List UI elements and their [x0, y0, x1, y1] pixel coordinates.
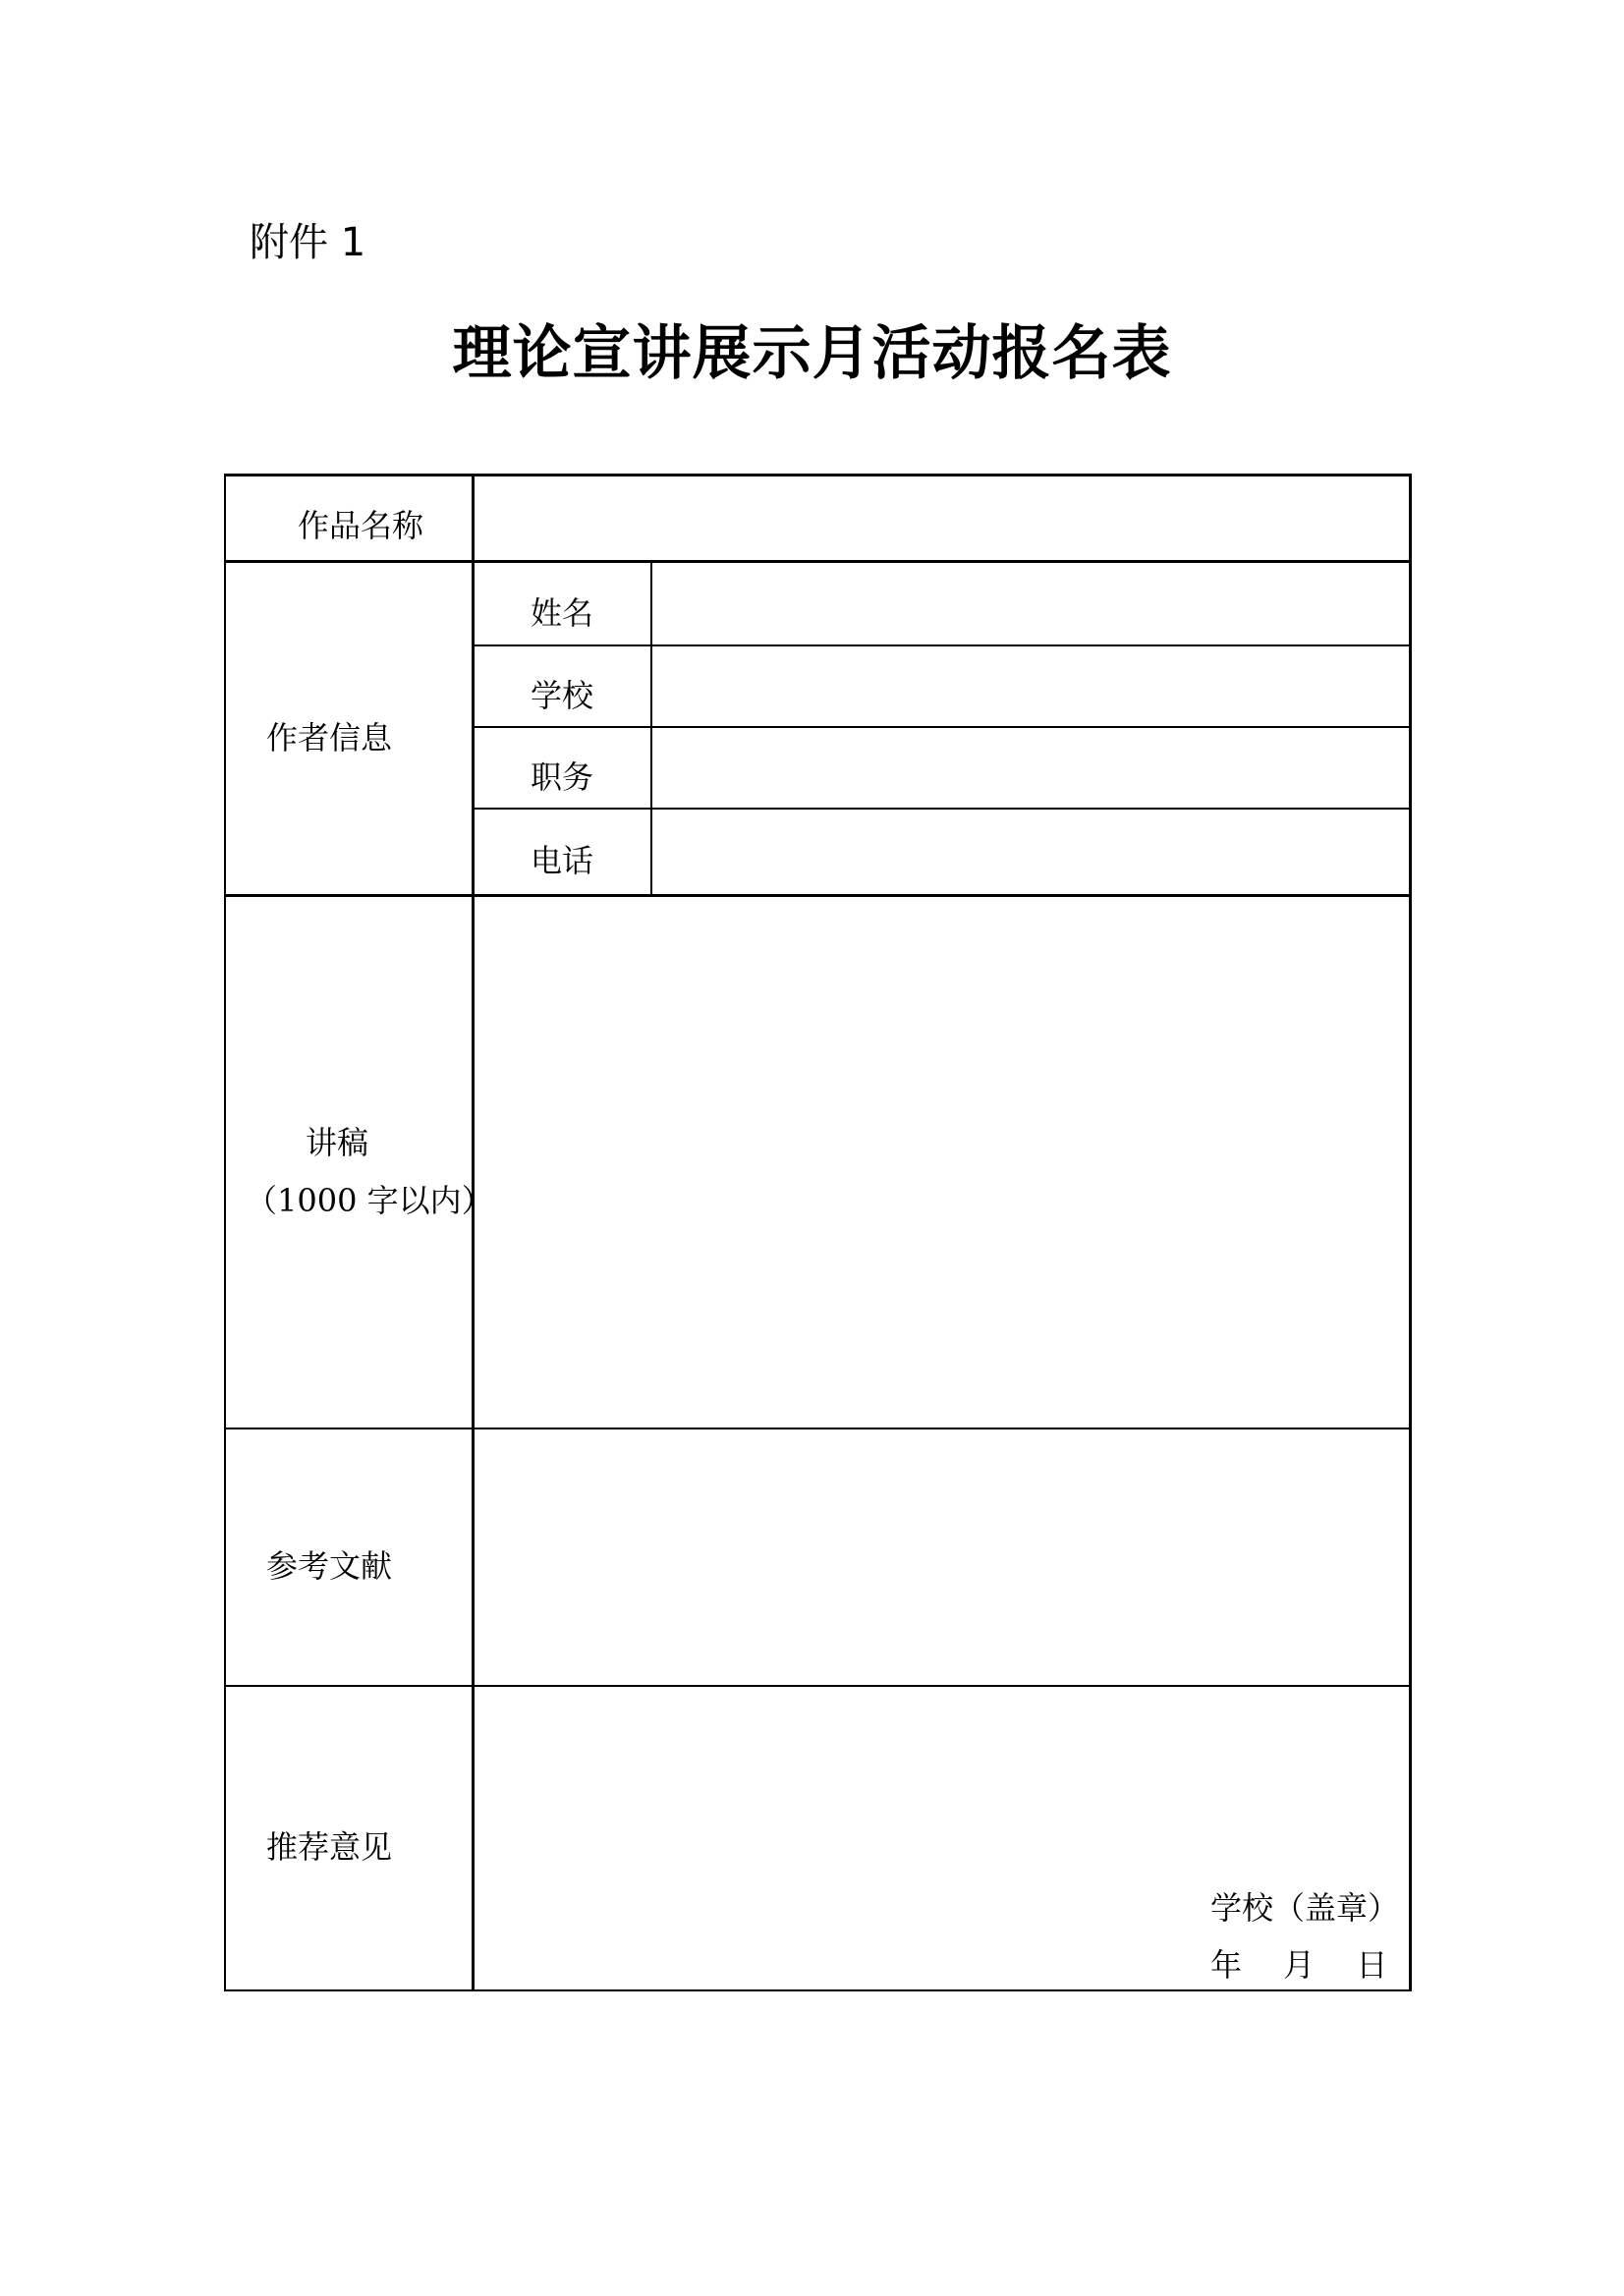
- speech-field[interactable]: [476, 897, 1408, 1427]
- registration-table: [224, 474, 1412, 1992]
- date-label: 年 月 日: [1210, 1946, 1388, 1984]
- table-left-border: [224, 474, 226, 1991]
- author-phone-field[interactable]: [653, 811, 1408, 893]
- author-position-label: 职务: [531, 758, 594, 796]
- speech-length-note: （1000 字以内）: [246, 1182, 493, 1219]
- author-phone-label: 电话: [531, 842, 594, 879]
- references-field[interactable]: [476, 1429, 1408, 1684]
- recommendation-label: 推荐意见: [266, 1828, 393, 1866]
- table-right-border: [1409, 474, 1412, 1991]
- row-divider: [474, 644, 1412, 646]
- attachment-label: 附件 1: [250, 220, 366, 265]
- author-school-label: 学校: [531, 677, 594, 714]
- label-column-divider: [472, 474, 475, 1991]
- form-title: 理论宣讲展示月活动报名表: [452, 319, 1172, 388]
- table-bottom-border: [224, 1989, 1412, 1991]
- recommendation-field[interactable]: [476, 1687, 1408, 1988]
- row-divider: [474, 808, 1412, 810]
- references-label: 参考文献: [266, 1547, 393, 1585]
- school-stamp-label: 学校（盖章）: [1210, 1889, 1400, 1927]
- author-name-field[interactable]: [653, 563, 1408, 644]
- subfield-column-divider: [650, 561, 652, 896]
- author-school-field[interactable]: [653, 647, 1408, 725]
- author-name-label: 姓名: [531, 594, 594, 632]
- work-name-field[interactable]: [476, 476, 1408, 559]
- author-info-label: 作者信息: [266, 719, 393, 756]
- row-divider: [474, 726, 1412, 728]
- speech-label: 讲稿: [306, 1124, 369, 1161]
- author-position-field[interactable]: [653, 729, 1408, 807]
- work-name-label: 作品名称: [298, 507, 424, 544]
